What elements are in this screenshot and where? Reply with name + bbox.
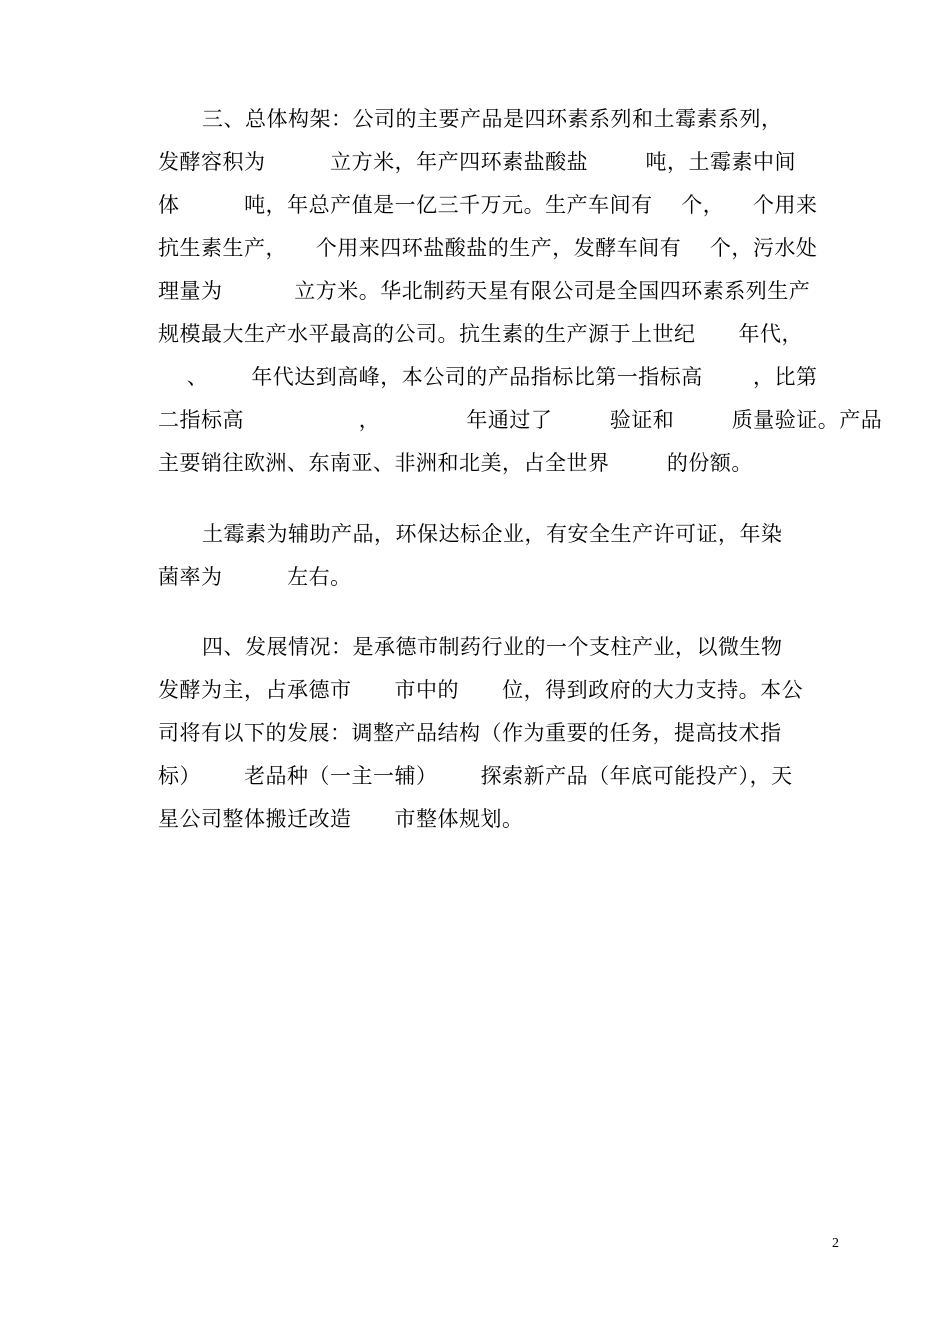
text-line: 菌率为 左右。	[158, 565, 352, 589]
text-line: 发酵为主，占承德市 市中的 位，得到政府的大力支持。本公	[158, 678, 804, 702]
page-number: 2	[832, 1236, 839, 1251]
text-line: 发酵容积为 立方米，年产四环素盐酸盐 吨，土霉素中间	[158, 150, 796, 174]
paragraph-overall-structure	[158, 98, 883, 485]
text-line: 抗生素生产， 个用来四环盐酸盐的生产，发酵车间有 个，污水处	[158, 236, 818, 260]
text-line: 规模最大生产水平最高的公司。抗生素的生产源于上世纪 年代，	[158, 322, 804, 346]
text-line: 二指标高 ， 年通过了 验证和 质量验证。产品	[158, 408, 883, 432]
paragraph-development	[158, 626, 818, 841]
text-line: 、 年代达到高峰，本公司的产品指标比第一指标高 ，比第	[158, 365, 818, 389]
text-line: 体 吨，年总产值是一亿三千万元。生产车间有 个， 个用来	[158, 193, 818, 217]
text-line: 三、总体构架：公司的主要产品是四环素系列和土霉素系列，	[202, 107, 783, 131]
text-line: 主要销往欧洲、东南亚、非洲和北美，占全世界 的份额。	[158, 451, 753, 475]
text-line: 司将有以下的发展：调整产品结构（作为重要的任务，提高技术指	[158, 721, 782, 745]
paragraph-oxytetracycline	[158, 513, 818, 599]
text-line: 理量为 立方米。华北制药天星有限公司是全国四环素系列生产	[158, 279, 811, 303]
text-line: 星公司整体搬迁改造 市整体规划。	[158, 807, 524, 831]
text-line: 四、发展情况：是承德市制药行业的一个支柱产业，以微生物	[202, 635, 783, 659]
text-line: 土霉素为辅助产品，环保达标企业，有安全生产许可证，年染	[202, 522, 783, 546]
text-line: 标） 老品种（一主一辅） 探索新产品（年底可能投产），天	[158, 764, 793, 788]
